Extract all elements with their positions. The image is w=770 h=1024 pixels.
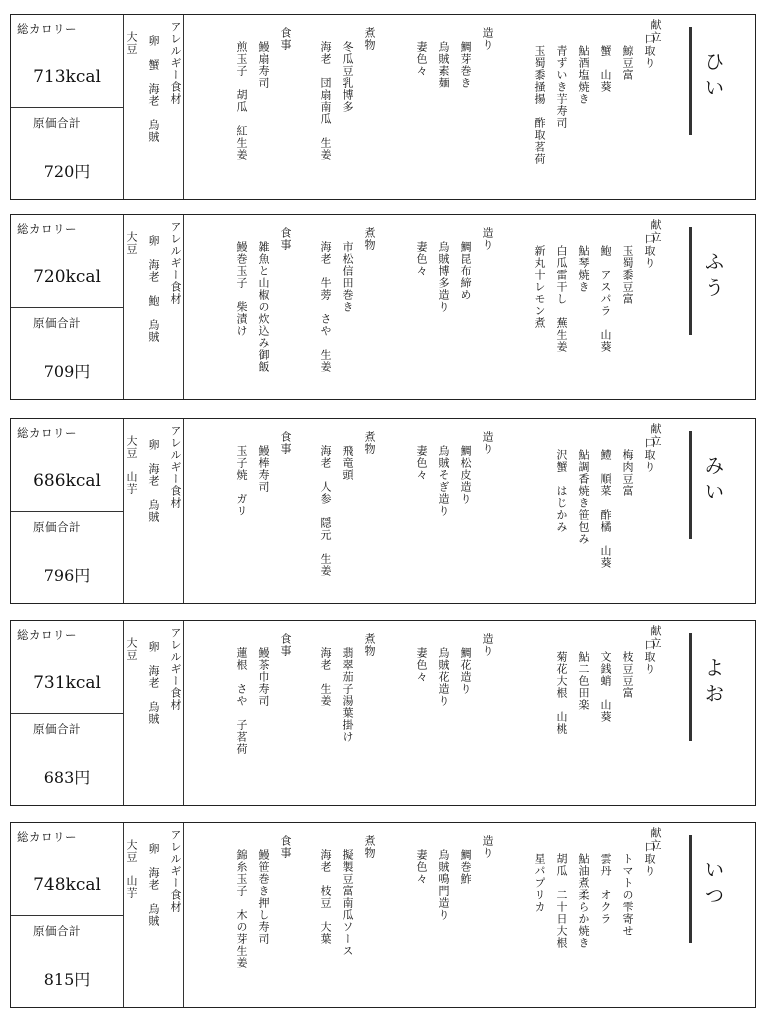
menu-item: 鮎酒塩焼き <box>577 45 590 105</box>
menu-item: 白瓜雷干し 蕪生姜 <box>555 245 568 353</box>
menu-item: 新丸十レモン煮 <box>533 245 546 329</box>
section-label: 食事 <box>279 835 292 859</box>
menu-item: 鱧 順菜 酢橘 山葵 <box>599 449 612 569</box>
course-name: いつ <box>701 859 725 911</box>
allergy-list: 大豆 <box>125 31 138 55</box>
menu-item: 鰻巻玉子 柴漬け <box>235 241 248 337</box>
course-name: ひい <box>701 51 725 103</box>
calorie-box <box>11 419 123 512</box>
cost-value: 815円 <box>43 970 91 989</box>
menu-card <box>10 620 756 806</box>
allergy-list: 卵 海老 烏賊 <box>147 439 160 523</box>
calorie-label: 総カロリー <box>17 222 77 236</box>
calorie-box <box>11 15 123 108</box>
allergy-list: 大豆 山芋 <box>125 839 138 899</box>
section-label: 口取り <box>643 33 656 69</box>
section-label: 食事 <box>279 431 292 455</box>
section-label: 煮物 <box>363 633 376 657</box>
section-label: 煮物 <box>363 835 376 859</box>
menu-item: トマトの雫寄せ <box>621 853 634 937</box>
allergy-heading: アレルギー食材 <box>169 21 182 105</box>
menu-item: 鮎油煮柔らか焼き <box>577 853 590 949</box>
allergy-list: 大豆 山芋 <box>125 435 138 495</box>
section-label: 食事 <box>279 27 292 51</box>
menu-item: 市松信田巻き <box>341 241 354 313</box>
section-label: 口取り <box>643 233 656 269</box>
menu-item: 雑魚と山椒の炊込み御飯 <box>257 241 270 373</box>
section-label: 煮物 <box>363 431 376 455</box>
menu-item: 煎玉子 胡瓜 紅生姜 <box>235 41 248 161</box>
menu-item: 鰻茶巾寿司 <box>257 647 270 707</box>
menu-item: 翡翠茄子湯葉掛け <box>341 647 354 743</box>
course-heading: 献立 <box>649 423 662 447</box>
cost-label: 原価合計 <box>33 520 81 534</box>
calorie-label: 総カロリー <box>17 628 77 642</box>
menu-item: 胡瓜 二十日大根 <box>555 853 568 949</box>
cost-label: 原価合計 <box>33 722 81 736</box>
section-label: 口取り <box>643 437 656 473</box>
menu-item: 錦糸玉子 木の芽生姜 <box>235 849 248 969</box>
calorie-value: 686kcal <box>33 471 101 491</box>
nutrition-panel <box>11 15 124 199</box>
calorie-value: 720kcal <box>33 267 101 287</box>
course-heading: 献立 <box>649 625 662 649</box>
menu-item: 鯛昆布締め <box>459 241 472 301</box>
calorie-label: 総カロリー <box>17 426 77 440</box>
course-name: ふう <box>701 251 725 303</box>
menu-item: 鯛松皮造り <box>459 445 472 505</box>
menu-item: 鮎琴焼き <box>577 245 590 293</box>
menu-item: 蓮根 さや 子茗荷 <box>235 647 248 755</box>
section-label: 造り <box>481 835 494 859</box>
menu-item: 沢蟹 はじかみ <box>555 449 568 533</box>
menu-item: 蟹 山葵 <box>599 45 612 93</box>
menu-item: 飛竜頭 <box>341 445 354 481</box>
menu-item: 妻色々 <box>415 241 428 277</box>
calorie-label: 総カロリー <box>17 22 77 36</box>
menu-item: 文銭蛸 山葵 <box>599 651 612 723</box>
menu-item: 鯛花造り <box>459 647 472 695</box>
calorie-value: 731kcal <box>33 673 101 693</box>
section-label: 煮物 <box>363 227 376 251</box>
calorie-value: 748kcal <box>33 875 101 895</box>
menu-item: 玉蜀黍豆富 <box>621 245 634 305</box>
menu-item: 玉子焼 ガリ <box>235 445 248 517</box>
menu-item: 擬製豆富南瓜ソース <box>341 849 354 957</box>
menu-item: 妻色々 <box>415 647 428 683</box>
calorie-value: 713kcal <box>33 67 101 87</box>
menu-item: 海老 牛蒡 さや 生姜 <box>319 241 332 373</box>
calorie-box <box>11 215 123 308</box>
cost-value: 796円 <box>43 566 91 585</box>
course-heading: 献立 <box>649 19 662 43</box>
section-label: 造り <box>481 633 494 657</box>
menu-item: 玉蜀黍掻揚 酢取茗荷 <box>533 45 546 165</box>
section-label: 食事 <box>279 227 292 251</box>
menu-item: 鯨豆富 <box>621 45 634 81</box>
nutrition-panel <box>11 215 124 399</box>
menu-card <box>10 214 756 400</box>
section-label: 造り <box>481 227 494 251</box>
nutrition-panel <box>11 823 124 1007</box>
cost-box <box>11 307 123 399</box>
menu-item: 烏賊花造り <box>437 647 450 707</box>
name-divider <box>689 835 692 943</box>
allergy-heading: アレルギー食材 <box>169 627 182 711</box>
cost-label: 原価合計 <box>33 924 81 938</box>
calorie-label: 総カロリー <box>17 830 77 844</box>
course-name: よお <box>701 657 725 709</box>
menu-item: 妻色々 <box>415 41 428 77</box>
course-name: みい <box>701 455 725 507</box>
cost-box <box>11 915 123 1007</box>
nutrition-panel <box>11 621 124 805</box>
menu-item: 鰻笹巻き押し寿司 <box>257 849 270 945</box>
menu-item: 海老 人参 隠元 生姜 <box>319 445 332 577</box>
menu-item: 鯛芽巻き <box>459 41 472 89</box>
name-divider <box>689 227 692 335</box>
allergy-list: 卵 海老 烏賊 <box>147 843 160 927</box>
menu-item: 菊花大根 山桃 <box>555 651 568 735</box>
cost-label: 原価合計 <box>33 316 81 330</box>
allergy-heading: アレルギー食材 <box>169 425 182 509</box>
menu-item: 海老 団扇南瓜 生姜 <box>319 41 332 161</box>
menu-item: 鮎二色田楽 <box>577 651 590 711</box>
menu-item: 海老 生姜 <box>319 647 332 707</box>
menu-item: 烏賊鳴門造り <box>437 849 450 921</box>
menu-card <box>10 418 756 604</box>
menu-item: 冬瓜豆乳博多 <box>341 41 354 113</box>
nutrition-panel <box>11 419 124 603</box>
section-label: 口取り <box>643 639 656 675</box>
section-label: 造り <box>481 27 494 51</box>
menu-item: 雲丹 オクラ <box>599 853 612 925</box>
menu-item: 鯛巻鮓 <box>459 849 472 885</box>
menu-item: 鮎調香焼き笹包み <box>577 449 590 545</box>
menu-item: 枝豆豆富 <box>621 651 634 699</box>
menu-card <box>10 14 756 200</box>
section-label: 造り <box>481 431 494 455</box>
menu-item: 烏賊そぎ造り <box>437 445 450 517</box>
menu-item: 妻色々 <box>415 445 428 481</box>
cost-box <box>11 713 123 805</box>
menu-item: 鰻棒寿司 <box>257 445 270 493</box>
section-label: 煮物 <box>363 27 376 51</box>
section-label: 口取り <box>643 841 656 877</box>
name-divider <box>689 431 692 539</box>
allergy-list: 大豆 <box>125 637 138 661</box>
course-heading: 献立 <box>649 827 662 851</box>
menu-item: 星パプリカ <box>533 853 546 913</box>
allergy-list: 卵 海老 鮑 烏賊 <box>147 235 160 343</box>
cost-box <box>11 107 123 199</box>
calorie-box <box>11 621 123 714</box>
menu-item: 海老 枝豆 大葉 <box>319 849 332 945</box>
menu-item: 烏賊素麺 <box>437 41 450 89</box>
course-heading: 献立 <box>649 219 662 243</box>
cost-label: 原価合計 <box>33 116 81 130</box>
cost-value: 683円 <box>43 768 91 787</box>
allergy-list: 卵 蟹 海老 烏賊 <box>147 35 160 143</box>
cost-value: 720円 <box>43 162 91 181</box>
allergy-heading: アレルギー食材 <box>169 829 182 913</box>
cost-value: 709円 <box>43 362 91 381</box>
menu-item: 梅肉豆富 <box>621 449 634 497</box>
name-divider <box>689 633 692 741</box>
menu-card <box>10 822 756 1008</box>
calorie-box <box>11 823 123 916</box>
section-label: 食事 <box>279 633 292 657</box>
cost-box <box>11 511 123 603</box>
allergy-list: 卵 海老 烏賊 <box>147 641 160 725</box>
menu-item: 烏賊博多造り <box>437 241 450 313</box>
allergy-heading: アレルギー食材 <box>169 221 182 305</box>
menu-item: 鰻扇寿司 <box>257 41 270 89</box>
menu-item: 鮑 アスパラ 山葵 <box>599 245 612 353</box>
menu-item: 青ずいき芋寿司 <box>555 45 568 129</box>
allergy-list: 大豆 <box>125 231 138 255</box>
menu-item: 妻色々 <box>415 849 428 885</box>
name-divider <box>689 27 692 135</box>
